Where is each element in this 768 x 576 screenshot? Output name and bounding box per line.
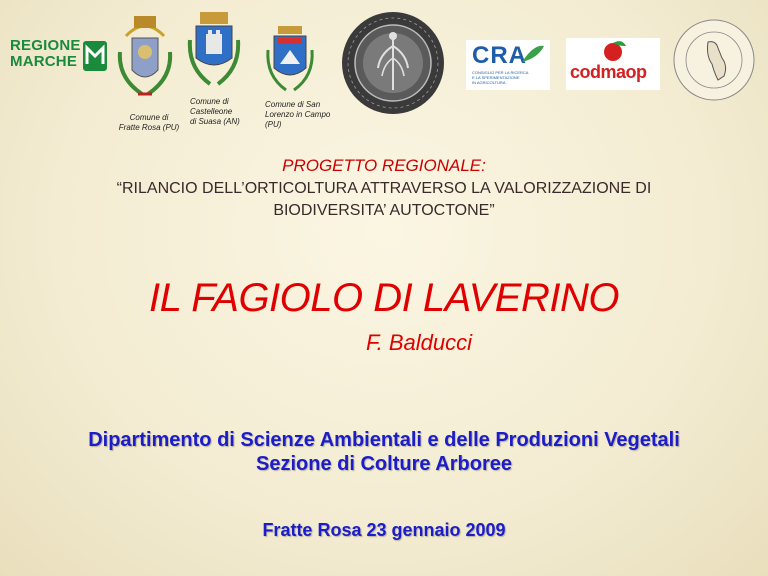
project-title-line1: “RILANCIO DELL’ORTICOLTURA ATTRAVERSO LA VALORIZZAZIONE DI: [116, 180, 652, 197]
project-title-line2: BIODIVERSITA’ AUTOCTONE”: [273, 202, 495, 219]
department: [0, 428, 768, 476]
codmaop-mark-icon: [598, 40, 628, 62]
regione-line1: REGIONE: [10, 37, 81, 54]
project-label: PROGETTO REGIONALE:: [282, 156, 486, 175]
project-title: [60, 178, 708, 222]
event-date: Fratte Rosa 23 gennaio 2009: [262, 520, 506, 540]
regione-line2: MARCHE: [10, 53, 78, 70]
main-title: IL FAGIOLO DI LAVERINO: [149, 276, 619, 320]
department-line2: Sezione di Colture Arboree: [256, 453, 512, 475]
cra-text: CRA: [472, 42, 527, 69]
codmaop-text: codmaop: [570, 62, 647, 82]
regione-mark-icon: [82, 40, 108, 72]
castelleone-caption: Comune di Castelleone di Suasa (AN): [190, 97, 240, 126]
soi-seal-icon: [672, 18, 756, 102]
castelleone-crest-icon: [186, 10, 242, 96]
codmaop-logo: [566, 38, 660, 90]
department-line1: Dipartimento di Scienze Ambientali e delle Produzioni Vegetali: [88, 429, 680, 451]
san-lorenzo-caption: Comune di San Lorenzo in Campo (PU): [265, 100, 331, 129]
san-lorenzo-crest-icon: [262, 24, 318, 96]
regione-marche-logo: [10, 38, 106, 76]
fratte-rosa-caption: Comune di Fratte Rosa (PU): [118, 113, 180, 132]
univpm-seal-icon: [340, 10, 446, 116]
fratte-rosa-crest-icon: [114, 12, 176, 112]
cra-leaf-icon: [520, 42, 546, 64]
cra-logo: [466, 40, 550, 90]
cra-subtitle: CONSIGLIO PER LA RICERCA E LA SPERIMENTAZIONE IN AGRICOLTURA: [472, 70, 529, 85]
author: F. Balducci: [366, 330, 472, 355]
